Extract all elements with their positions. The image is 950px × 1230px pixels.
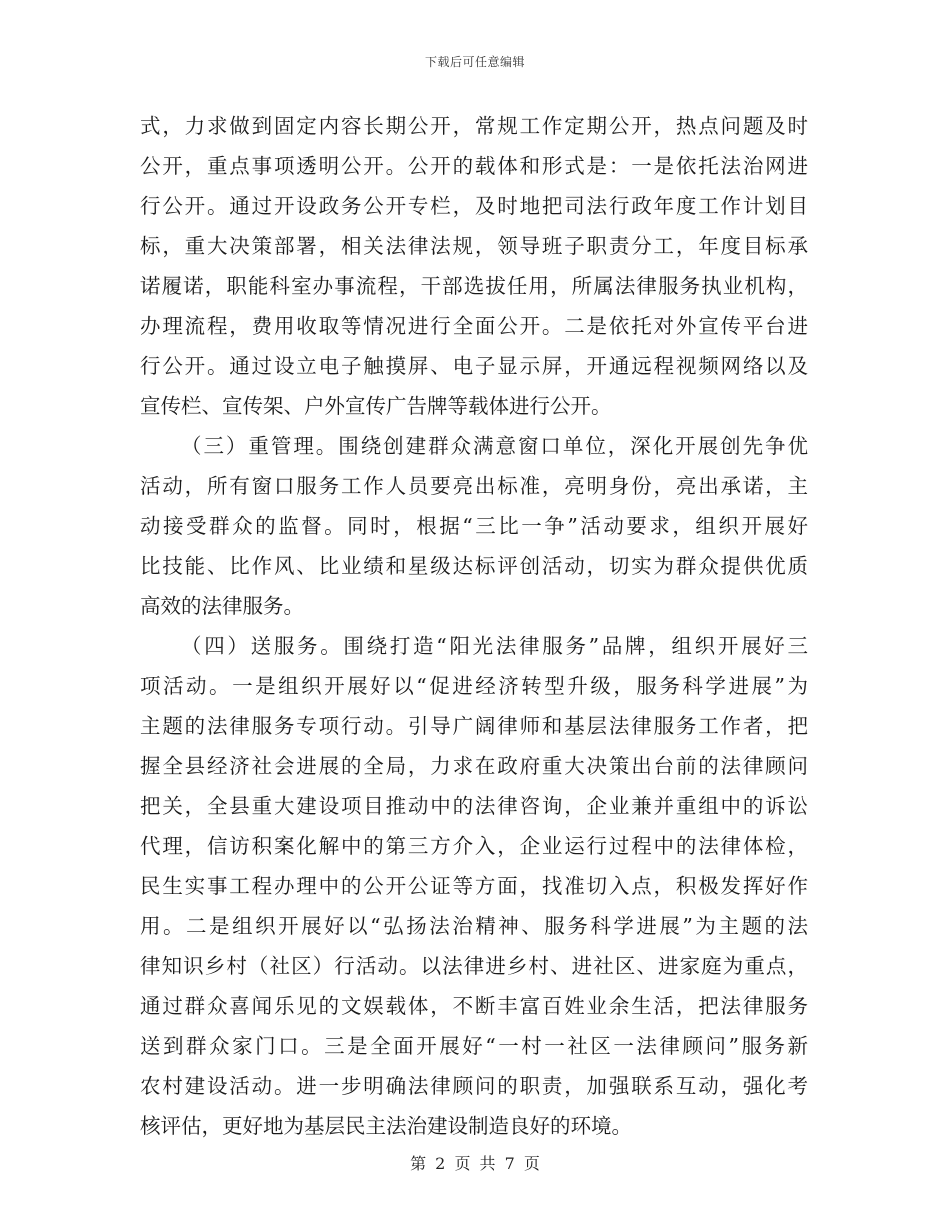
text-line: 高效的法律服务。 bbox=[140, 594, 304, 618]
text-line: 标，重大决策部署，相关法律法规，领导班子职责分工，年度目标承 bbox=[140, 234, 808, 258]
text-line: 活动，所有窗口服务工作人员要亮出标准，亮明身份，亮出承诺，主 bbox=[140, 474, 808, 498]
text-line: 代理，信访积案化解中的第三方介入，企业运行过程中的法律体检， bbox=[140, 834, 808, 858]
text-line: （三）重管理。围绕创建群众满意窗口单位，深化开展创先争优 bbox=[181, 434, 808, 458]
text-line: 办理流程，费用收取等情况进行全面公开。二是依托对外宣传平台进 bbox=[140, 314, 808, 338]
footer-middle: 页 共 bbox=[454, 1154, 496, 1173]
text-line: 握全县经济社会进展的全局，力求在政府重大决策出台前的法律顾问 bbox=[140, 754, 808, 778]
text-line: 诺履诺，职能科室办事流程，干部选拔任用，所属法律服务执业机构， bbox=[140, 274, 808, 298]
text-line: 用。二是组织开展好以“弘扬法治精神、服务科学进展”为主题的法 bbox=[140, 914, 808, 938]
text-line: 行公开。通过设立电子触摸屏、电子显示屏，开通远程视频网络以及 bbox=[140, 354, 808, 378]
document-body bbox=[140, 106, 808, 1146]
text-line: 比技能、比作风、比业绩和星级达标评创活动，切实为群众提供优质 bbox=[140, 554, 808, 578]
text-line: 把关，全县重大建设项目推动中的法律咨询，企业兼并重组中的诉讼 bbox=[140, 794, 808, 818]
text-line: 主题的法律服务专项行动。引导广阔律师和基层法律服务工作者，把 bbox=[140, 714, 808, 738]
page-header-note: 下载后可任意编辑 bbox=[424, 55, 525, 69]
text-line: 项活动。一是组织开展好以“促进经济转型升级，服务科学进展”为 bbox=[140, 674, 808, 698]
text-line: 通过群众喜闻乐见的文娱载体，不断丰富百姓业余生活，把法律服务 bbox=[140, 994, 808, 1018]
text-line: 式，力求做到固定内容长期公开，常规工作定期公开，热点问题及时 bbox=[140, 114, 808, 138]
text-line: 农村建设活动。进一步明确法律顾问的职责，加强联系互动，强化考 bbox=[140, 1074, 808, 1098]
footer-prefix: 第 bbox=[410, 1154, 427, 1173]
page-footer bbox=[0, 1151, 950, 1174]
text-line: 民生实事工程办理中的公开公证等方面，找准切入点，积极发挥好作 bbox=[140, 874, 808, 898]
text-line: 送到群众家门口。三是全面开展好“一村一社区一法律顾问”服务新 bbox=[140, 1034, 808, 1058]
text-line: 动接受群众的监督。同时，根据“三比一争”活动要求，组织开展好 bbox=[140, 514, 808, 538]
text-line: 行公开。通过开设政务公开专栏，及时地把司法行政年度工作计划目 bbox=[140, 194, 808, 218]
footer-total-pages: 7 bbox=[504, 1154, 515, 1173]
text-line: 宣传栏、宣传架、户外宣传广告牌等载体进行公开。 bbox=[140, 394, 612, 418]
text-line: （四）送服务。围绕打造“阳光法律服务”品牌，组织开展好三 bbox=[181, 634, 808, 658]
footer-current-page: 2 bbox=[435, 1154, 446, 1173]
footer-suffix: 页 bbox=[523, 1154, 540, 1173]
text-line: 核评估，更好地为基层民主法治建设制造良好的环境。 bbox=[140, 1114, 632, 1138]
text-line: 公开，重点事项透明公开。公开的载体和形式是：一是依托法治网进 bbox=[140, 154, 808, 178]
text-line: 律知识乡村（社区）行活动。以法律进乡村、进社区、进家庭为重点， bbox=[140, 954, 808, 978]
